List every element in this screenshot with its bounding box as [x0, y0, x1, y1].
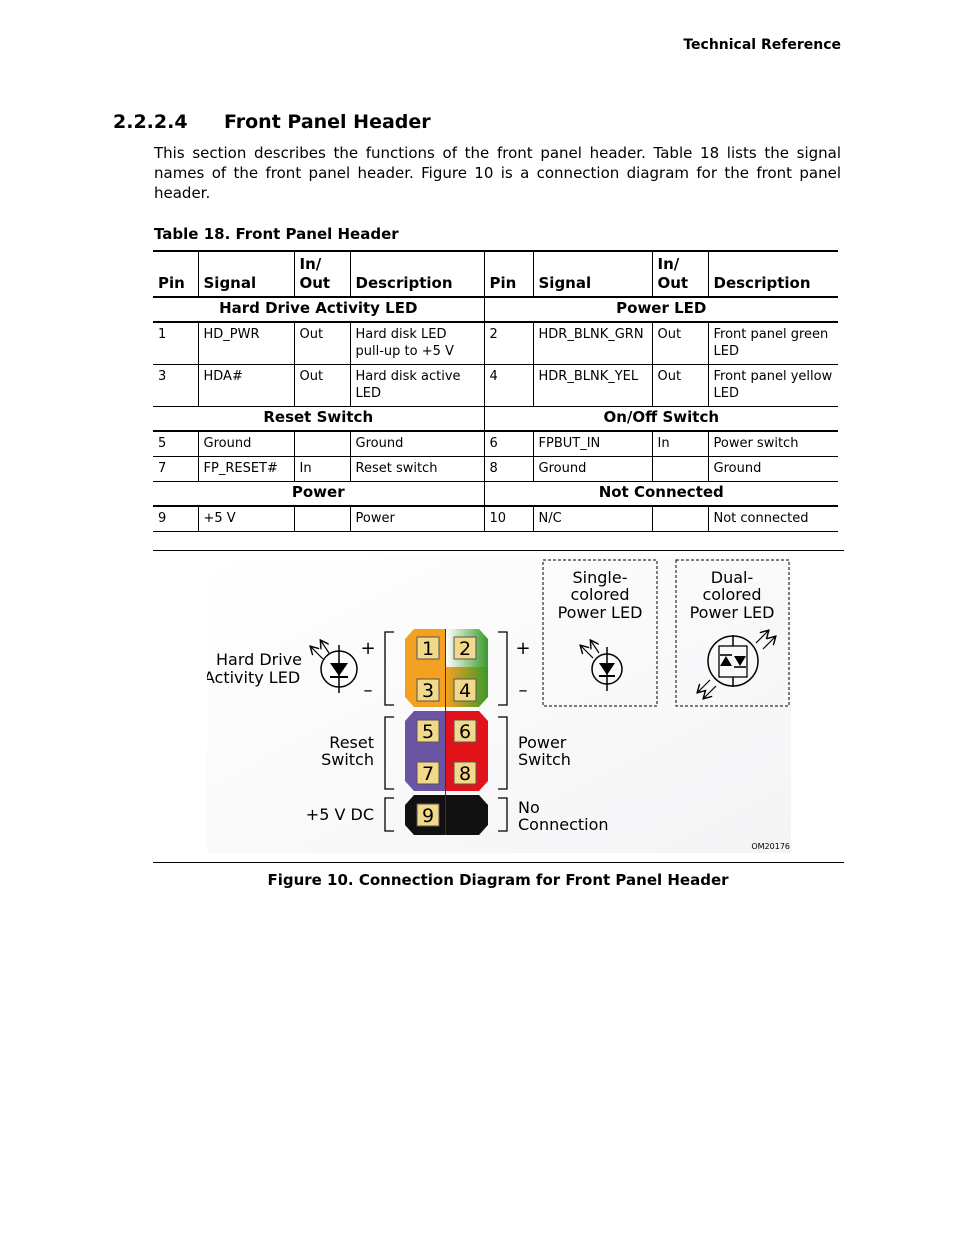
cell-inout [652, 457, 708, 482]
col-description-left: Description [350, 251, 484, 297]
cell-pin: 7 [153, 457, 198, 482]
single-led-label-line2: colored [570, 585, 630, 604]
pin-number: 9 [421, 805, 435, 827]
col-pin-left: Pin [153, 251, 198, 297]
power-switch-label-line2: Switch [518, 750, 571, 769]
cell-inout: Out [294, 322, 350, 365]
pin-face [417, 720, 439, 743]
cell-inout [652, 506, 708, 532]
pin-face [417, 637, 439, 660]
col-pin-right: Pin [484, 251, 533, 297]
cell-description: Ground [350, 431, 484, 457]
cell-inout: Out [652, 322, 708, 365]
power-switch-label-line1: Power [518, 733, 567, 752]
reset-label-line2: Switch [321, 750, 374, 769]
cell-inout: Out [294, 365, 350, 407]
cell-pin: 9 [153, 506, 198, 532]
dual-led-label-line3: Power LED [689, 603, 775, 622]
group-label-right: Power LED [484, 297, 838, 322]
group-row [153, 482, 838, 507]
section-heading [113, 111, 431, 133]
section-title: Front Panel Header [224, 111, 431, 133]
single-led-label-line3: Power LED [557, 603, 643, 622]
cell-pin: 6 [484, 431, 533, 457]
pin-number: 2 [458, 638, 472, 660]
led-minus-label: – [518, 680, 528, 701]
section-number: 2.2.2.4 [113, 111, 188, 133]
no-connection-pin [446, 795, 488, 835]
cell-pin: 4 [484, 365, 533, 407]
table-row [153, 322, 838, 365]
cell-description: Hard disk active LED [350, 365, 484, 407]
pin-face [454, 720, 476, 743]
cell-description: Front panel yellow LED [708, 365, 838, 407]
cell-description: Hard disk LED pull-up to +5 V [350, 322, 484, 365]
cell-inout: Out [652, 365, 708, 407]
pin-number: 3 [421, 680, 435, 702]
front-panel-header-table [153, 250, 838, 532]
pin-number: 6 [458, 721, 472, 743]
figure-caption-text: Figure 10. Connection Diagram for Front Panel Header [267, 871, 729, 889]
cell-inout: In [652, 431, 708, 457]
hdd-plus-label: + [360, 638, 376, 659]
figure-code: OM20176 [751, 842, 790, 851]
cell-pin: 2 [484, 322, 533, 365]
cell-description: Reset switch [350, 457, 484, 482]
pin-face [417, 762, 439, 785]
hdd-label-line2: Activity LED [207, 668, 301, 687]
figure-caption [0, 871, 954, 889]
pin-face [417, 679, 439, 702]
pin-face [454, 637, 476, 660]
pin-number: 1 [421, 638, 435, 660]
cell-description: Not connected [708, 506, 838, 532]
cell-signal: HDR_BLNK_YEL [533, 365, 652, 407]
cell-description: Ground [708, 457, 838, 482]
table-row [153, 365, 838, 407]
col-inout-left [294, 251, 350, 297]
pin-face [454, 762, 476, 785]
cell-description: Power [350, 506, 484, 532]
dual-led-label-line1: Dual- [710, 568, 754, 587]
figure-bottom-rule [153, 862, 844, 863]
pin-number: 8 [458, 763, 472, 785]
cell-signal: FP_RESET# [198, 457, 294, 482]
cell-signal: HD_PWR [198, 322, 294, 365]
dual-led-label-line2: colored [702, 585, 762, 604]
table-row [153, 431, 838, 457]
cell-pin: 10 [484, 506, 533, 532]
col-inout-line1: In/ [657, 255, 680, 273]
hdd-label-line1: Hard Drive [215, 650, 303, 669]
cell-signal: +5 V [198, 506, 294, 532]
running-header: Technical Reference [683, 37, 841, 53]
col-inout-line1: In/ [299, 255, 322, 273]
cell-inout: In [294, 457, 350, 482]
cell-pin: 5 [153, 431, 198, 457]
cell-signal: HDR_BLNK_GRN [533, 322, 652, 365]
table-header-row [153, 251, 838, 297]
cell-pin: 8 [484, 457, 533, 482]
reset-label-line1: Reset [329, 733, 374, 752]
cell-description: Power switch [708, 431, 838, 457]
col-inout-right [652, 251, 708, 297]
group-label-right: Not Connected [484, 482, 838, 507]
cell-inout [294, 506, 350, 532]
group-label-left: Reset Switch [153, 407, 484, 432]
group-label-left: Hard Drive Activity LED [153, 297, 484, 322]
hdd-minus-label: – [363, 680, 373, 701]
cell-signal: FPBUT_IN [533, 431, 652, 457]
cell-pin: 3 [153, 365, 198, 407]
group-label-left: Power [153, 482, 484, 507]
cell-description: Front panel green LED [708, 322, 838, 365]
cell-inout [294, 431, 350, 457]
pin-number: 4 [458, 680, 472, 702]
col-signal-right: Signal [533, 251, 652, 297]
nc-label-line2: Connection [518, 815, 609, 834]
single-led-label-line1: Single- [572, 568, 628, 587]
led-plus-label: + [515, 638, 531, 659]
vdc-label: +5 V DC [305, 805, 374, 824]
connection-diagram [207, 557, 791, 853]
cell-signal: HDA# [198, 365, 294, 407]
pin-face [417, 804, 439, 827]
nc-label-line1: No [518, 798, 540, 817]
col-inout-line2: Out [299, 274, 331, 292]
cell-signal: Ground [198, 431, 294, 457]
group-label-right: On/Off Switch [484, 407, 838, 432]
table-row [153, 506, 838, 532]
col-inout-line2: Out [657, 274, 689, 292]
pin-face [454, 679, 476, 702]
table-row [153, 457, 838, 482]
pin-number: 5 [421, 721, 435, 743]
pin-number: 7 [421, 763, 435, 785]
connection-diagram-svg [207, 557, 791, 853]
group-row [153, 407, 838, 432]
figure-top-rule [153, 550, 844, 551]
group-row [153, 297, 838, 322]
cell-signal: N/C [533, 506, 652, 532]
cell-signal: Ground [533, 457, 652, 482]
col-signal-left: Signal [198, 251, 294, 297]
table-caption: Table 18. Front Panel Header [154, 225, 399, 243]
cell-pin: 1 [153, 322, 198, 365]
intro-paragraph: This section describes the functions of the front panel header. Table 18 lists the signal names of the front panel header. Figure 10 is a connection diagram for the front panel header. [154, 144, 841, 202]
col-description-right: Description [708, 251, 838, 297]
